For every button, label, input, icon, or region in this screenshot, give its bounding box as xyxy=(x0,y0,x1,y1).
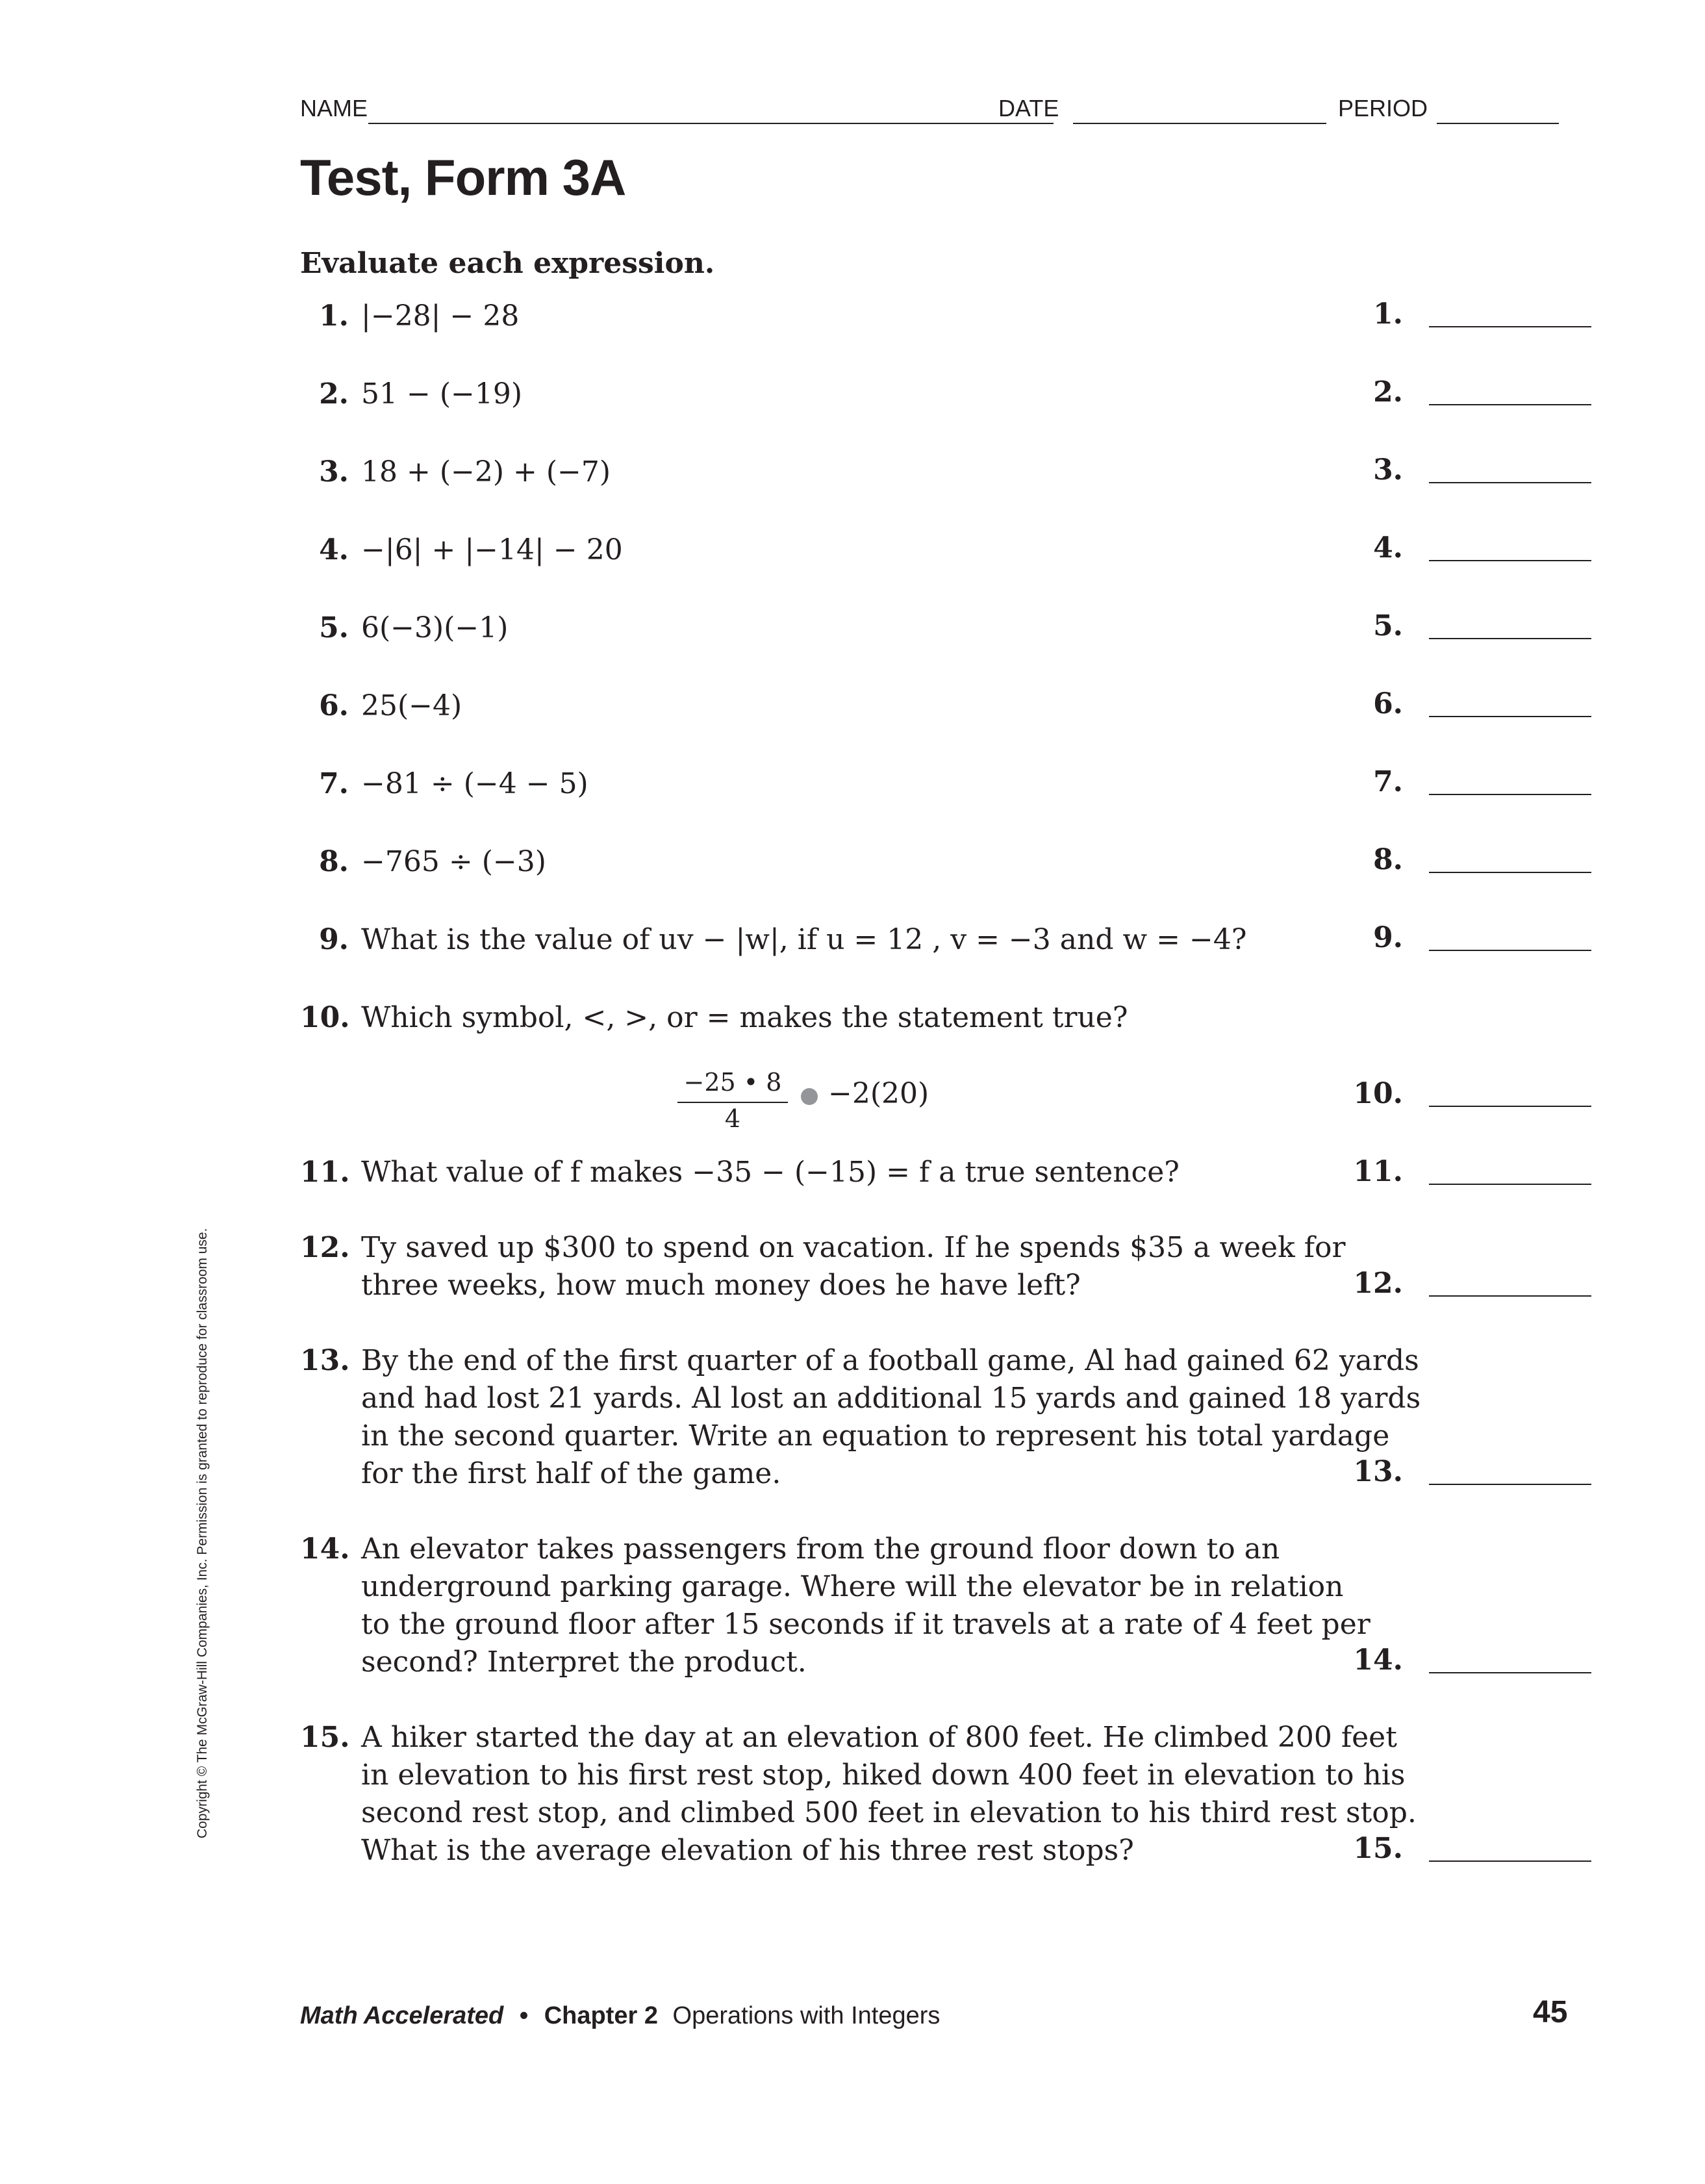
answer-label: 3. xyxy=(1373,453,1403,487)
question-text: 25(−4) xyxy=(361,689,462,722)
answer-5 xyxy=(1358,609,1591,647)
answer-blank[interactable] xyxy=(1429,560,1591,561)
question-text: Which symbol, <, >, or = makes the statement true? xyxy=(361,1001,1128,1034)
answer-label: 4. xyxy=(1373,531,1403,565)
question-number: 14. xyxy=(300,1532,350,1566)
question-line: and had lost 21 yards. Al lost an additional 15 yards and gained 18 yards xyxy=(361,1382,1421,1415)
question-number: 2. xyxy=(319,377,349,411)
question-line: By the end of the first quarter of a football game, Al had gained 62 yards xyxy=(361,1344,1419,1377)
answer-blank[interactable] xyxy=(1429,326,1591,327)
answer-blank[interactable] xyxy=(1429,1484,1591,1485)
date-label: DATE xyxy=(998,95,1059,121)
question-line: second? Interpret the product. xyxy=(361,1645,807,1679)
answer-10 xyxy=(1353,1077,1591,1115)
fraction-bar xyxy=(677,1102,788,1103)
page-number: 45 xyxy=(1533,1995,1568,2029)
question-text: What is the value of uv − |w|, if u = 12 , v = −3 and w = −4? xyxy=(361,923,1247,956)
question-number: 13. xyxy=(300,1344,350,1377)
question-number: 6. xyxy=(319,689,349,722)
answer-blank[interactable] xyxy=(1429,950,1591,951)
question-line: A hiker started the day at an elevation of 800 feet. He climbed 200 feet xyxy=(361,1721,1397,1754)
fraction-numerator: −25 • 8 xyxy=(683,1068,782,1097)
answer-blank[interactable] xyxy=(1429,794,1591,795)
instructions: Evaluate each expression. xyxy=(300,247,715,280)
question-number: 9. xyxy=(319,923,349,956)
answer-blank[interactable] xyxy=(1429,872,1591,873)
question-line: in the second quarter. Write an equation to represent his total yardage xyxy=(361,1419,1390,1453)
answer-label: 14. xyxy=(1353,1644,1403,1677)
question-text: −|6| + |−14| − 20 xyxy=(361,533,623,566)
question-line: three weeks, how much money does he have left? xyxy=(361,1269,1081,1302)
question-number: 11. xyxy=(300,1156,350,1189)
answer-8 xyxy=(1358,843,1591,881)
date-field[interactable] xyxy=(1073,123,1326,124)
question-text xyxy=(361,1530,1374,1681)
question-text: 51 − (−19) xyxy=(361,377,523,411)
answer-14 xyxy=(1353,1644,1591,1681)
name-field[interactable] xyxy=(368,123,1054,124)
answer-15 xyxy=(1353,1832,1591,1870)
answer-13 xyxy=(1353,1455,1591,1493)
answer-blank[interactable] xyxy=(1429,404,1591,405)
answer-blank[interactable] xyxy=(1429,1295,1591,1297)
question-text: 18 + (−2) + (−7) xyxy=(361,455,611,489)
answer-6 xyxy=(1358,687,1591,725)
name-label: NAME xyxy=(300,95,368,121)
answer-label: 5. xyxy=(1373,609,1403,642)
answer-blank[interactable] xyxy=(1429,638,1591,639)
answer-label: 9. xyxy=(1373,921,1403,954)
expression-rhs: −2(20) xyxy=(828,1077,929,1110)
answer-11 xyxy=(1353,1155,1591,1193)
answer-2 xyxy=(1358,375,1591,413)
question-text: |−28| − 28 xyxy=(361,299,520,333)
answer-label: 13. xyxy=(1353,1455,1403,1488)
page-title: Test, Form 3A xyxy=(300,149,626,206)
question-text xyxy=(361,1229,1374,1304)
question-number: 15. xyxy=(300,1721,350,1754)
question-line: for the first half of the game. xyxy=(361,1457,781,1490)
question-line: What is the average elevation of his three rest stops? xyxy=(361,1834,1134,1867)
question-number: 12. xyxy=(300,1231,350,1264)
question-text: 6(−3)(−1) xyxy=(361,611,509,644)
question-number: 5. xyxy=(319,611,349,644)
answer-4 xyxy=(1358,531,1591,569)
footer xyxy=(300,2002,940,2030)
answer-label: 10. xyxy=(1353,1077,1403,1110)
answer-9 xyxy=(1358,921,1591,959)
period-label: PERIOD xyxy=(1338,95,1428,121)
answer-12 xyxy=(1353,1267,1591,1304)
footer-bullet: • xyxy=(519,2002,529,2029)
footer-chapter-title: Operations with Integers xyxy=(672,2002,941,2029)
answer-label: 2. xyxy=(1373,375,1403,409)
answer-label: 11. xyxy=(1353,1155,1403,1188)
answer-blank[interactable] xyxy=(1429,1672,1591,1673)
period-field[interactable] xyxy=(1437,123,1559,124)
question-number: 4. xyxy=(319,533,349,566)
question-number: 3. xyxy=(319,455,349,489)
footer-book-title: Math Accelerated xyxy=(300,2002,504,2029)
question-number: 8. xyxy=(319,845,349,878)
question-text: −81 ÷ (−4 − 5) xyxy=(361,767,588,800)
answer-blank[interactable] xyxy=(1429,1860,1591,1862)
answer-label: 1. xyxy=(1373,298,1403,331)
question-text: What value of f makes −35 − (−15) = f a true sentence? xyxy=(361,1156,1180,1189)
comparison-placeholder xyxy=(801,1088,818,1105)
answer-3 xyxy=(1358,453,1591,491)
question-number: 10. xyxy=(300,1001,350,1034)
question-line: An elevator takes passengers from the ground floor down to an xyxy=(361,1532,1280,1566)
question-line: underground parking garage. Where will the elevator be in relation xyxy=(361,1570,1344,1603)
copyright-note: Copyright © The McGraw-Hill Companies, Inc. Permission is granted to reproduce for classroom use. xyxy=(195,1228,210,1838)
answer-7 xyxy=(1358,765,1591,803)
answer-label: 8. xyxy=(1373,843,1403,876)
answer-blank[interactable] xyxy=(1429,1106,1591,1107)
question-text: −765 ÷ (−3) xyxy=(361,845,546,878)
question-line: second rest stop, and climbed 500 feet in elevation to his third rest stop. xyxy=(361,1796,1417,1829)
question-number: 1. xyxy=(319,299,349,333)
footer-chapter: Chapter 2 xyxy=(544,2002,658,2029)
answer-blank[interactable] xyxy=(1429,716,1591,717)
answer-label: 6. xyxy=(1373,687,1403,720)
fraction-denominator: 4 xyxy=(724,1104,741,1133)
answer-blank[interactable] xyxy=(1429,1184,1591,1185)
answer-label: 15. xyxy=(1353,1832,1403,1865)
answer-label: 7. xyxy=(1373,765,1403,798)
answer-label: 12. xyxy=(1353,1267,1403,1300)
question-number: 7. xyxy=(319,767,349,800)
answer-1 xyxy=(1358,298,1591,335)
question-line: to the ground floor after 15 seconds if it travels at a rate of 4 feet per xyxy=(361,1608,1370,1641)
question-line: in elevation to his first rest stop, hiked down 400 feet in elevation to his xyxy=(361,1759,1406,1792)
question-line: Ty saved up $300 to spend on vacation. If he spends $35 a week for xyxy=(361,1231,1346,1264)
answer-blank[interactable] xyxy=(1429,482,1591,483)
